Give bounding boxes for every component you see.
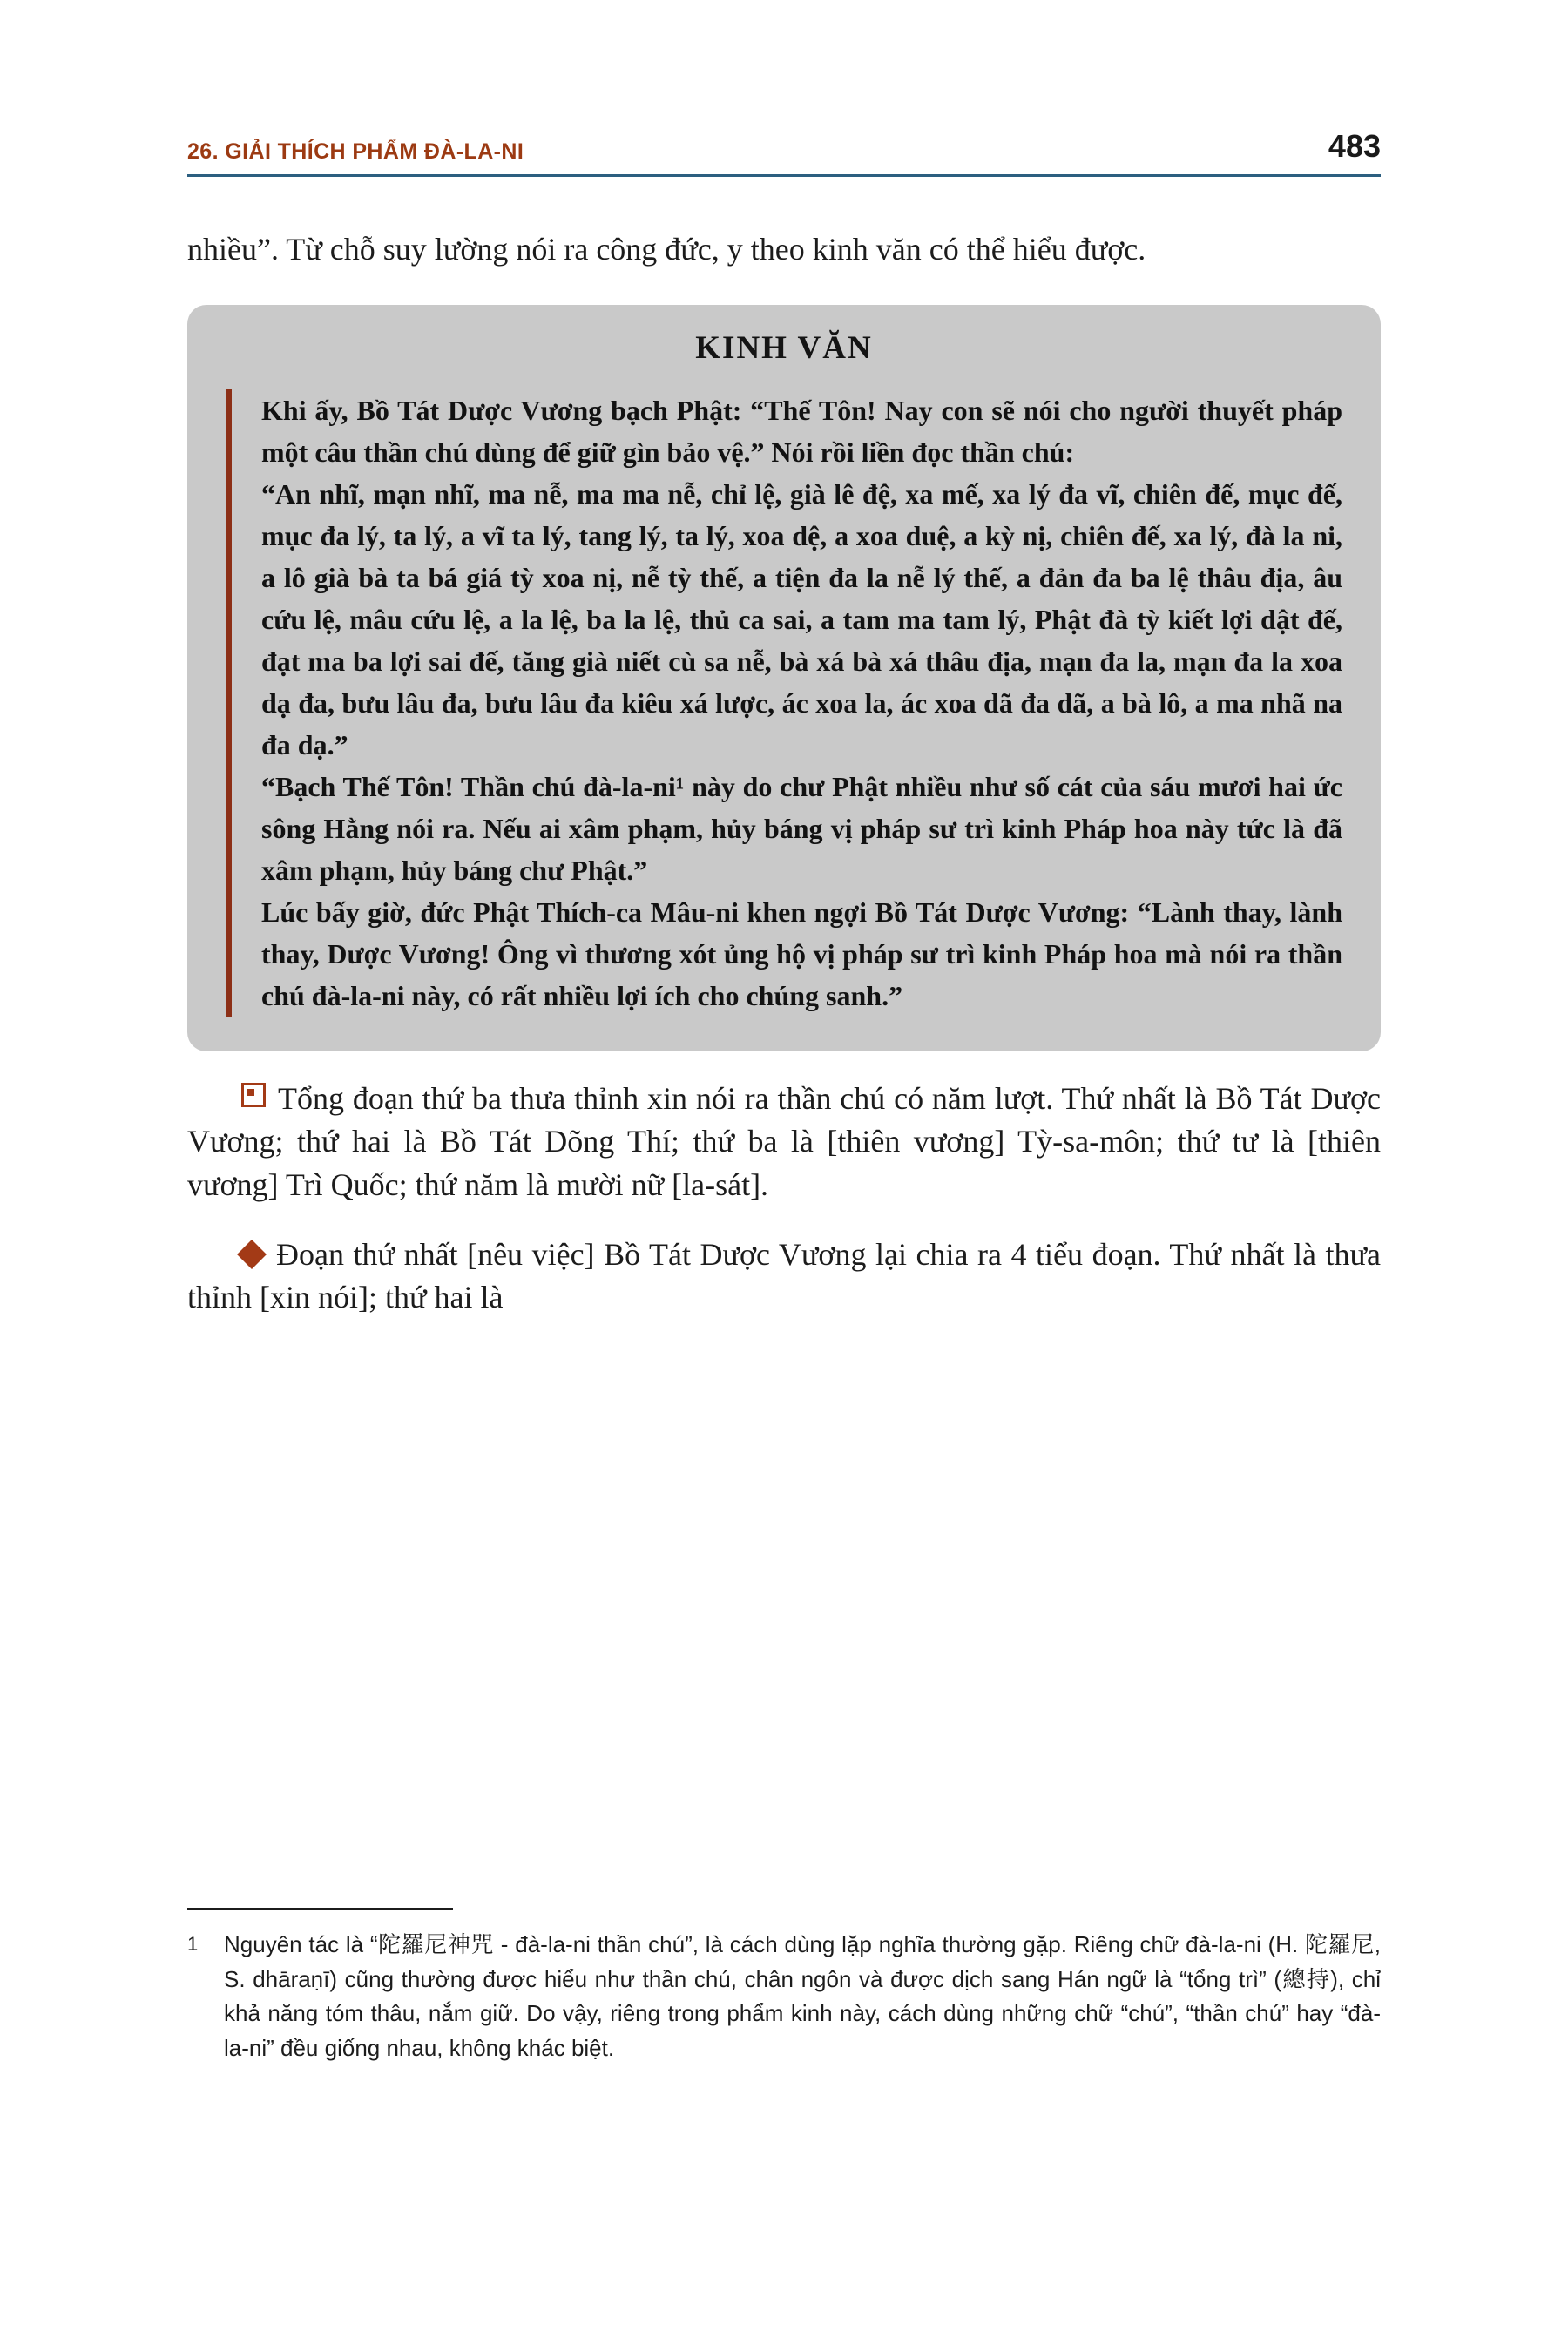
footnote-area xyxy=(187,1908,1381,2065)
page-number: 483 xyxy=(1328,128,1381,164)
page-header xyxy=(187,118,1381,165)
sutra-paragraph: “Bạch Thế Tôn! Thần chú đà-la-ni¹ này do chư Phật nhiều như số cát của sáu mươi hai ức sông Hằng nói ra. Nếu ai xâm phạm, hủy báng vị pháp sư trì kinh Pháp hoa này tức là đã xâm phạm, hủy báng chư Phật.” xyxy=(261,770,1342,886)
paragraph-text: Tổng đoạn thứ ba thưa thỉnh xin nói ra thần chú có năm lượt. Thứ nhất là Bồ Tát Dược Vương; thứ hai là Bồ Tát Dõng Thí; thứ ba là [thiên vương] Tỳ-sa-môn; thứ tư là [thiên vương] Trì Quốc; thứ năm là mười nữ [la-sát]. xyxy=(187,1080,1381,1203)
sutra-paragraph: Khi ấy, Bồ Tát Dược Vương bạch Phật: “Thế Tôn! Nay con sẽ nói cho người thuyết pháp một câu thần chú dùng để giữ gìn bảo vệ.” Nói rồi liền đọc thần chú: xyxy=(261,394,1342,468)
diamond-bullet-icon xyxy=(237,1240,267,1269)
header-divider xyxy=(187,174,1381,177)
sutra-body xyxy=(226,389,1342,1017)
paragraph-continuation: nhiều”. Từ chỗ suy lường nói ra công đức, y theo kinh văn có thể hiểu được. xyxy=(187,232,1146,267)
paragraph-with-square-bullet xyxy=(187,1078,1381,1207)
sutra-heading: KINH VĂN xyxy=(695,329,873,366)
sutra-paragraph: Lúc bấy giờ, đức Phật Thích-ca Mâu-ni khen ngợi Bồ Tát Dược Vương: “Lành thay, lành thay, Dược Vương! Ông vì thương xót ủng hộ vị pháp sư trì kinh Pháp hoa mà nói ra thần chú đà-la-ni này, có rất nhiều lợi ích cho chúng sanh.” xyxy=(261,896,1342,1011)
footnote-divider xyxy=(187,1908,453,1910)
footnote-marker: 1 xyxy=(187,1933,199,1955)
paragraph-with-diamond-bullet xyxy=(187,1233,1381,1320)
square-bullet-icon xyxy=(241,1083,266,1107)
spacer xyxy=(187,1207,1381,1233)
spacer xyxy=(187,1051,1381,1078)
footnote-text: Nguyên tác là “陀羅尼神咒 - đà-la-ni thần chú”, là cách dùng lặp nghĩa thường gặp. Riêng chữ đà-la-ni (H. 陀羅尼, S. dhāraṇī) cũng thường được hiểu như thần chú, chân ngôn và được dịch sang Hán ngữ là “tổng trì” (總持), chỉ khả năng tóm thâu, nắm giữ. Do vậy, riêng trong phẩm kinh này, cách dùng những chữ “chú”, “thần chú” hay “đà-la-ni” đều giống nhau, không khác biệt. xyxy=(224,1931,1381,2061)
page-content xyxy=(187,228,1381,1320)
footnote-entry xyxy=(187,1928,1381,2065)
sutra-text-box xyxy=(187,305,1381,1051)
sutra-paragraph: “An nhĩ, mạn nhĩ, ma nễ, ma ma nễ, chỉ lệ, già lê đệ, xa mế, xa lý đa vĩ, chiên đế, mục đế, mục đa lý, ta lý, a vĩ ta lý, tang lý, ta lý, xoa dệ, a xoa duệ, a kỳ nị, chiên đế, xa lý, đà la ni, a lô già bà ta bá giá tỳ xoa nị, nễ tỳ thế, a tiện đa la nễ lý thế, a đản đa ba lệ thâu địa, âu cứu lệ, mâu cứu lệ, a la lệ, ba la lệ, thủ ca sai, a tam ma tam lý, Phật đà tỳ kiết lợi dật đế, đạt ma ba lợi sai đế, tăng già niết cù sa nễ, bà xá bà xá thâu địa, mạn đa la, mạn đa la xoa dạ đa, bưu lâu đa, bưu lâu đa kiêu xá lược, ác xoa la, ác xoa dã đa dã, a bà lô, a ma nhã na đa dạ.” xyxy=(261,477,1342,760)
paragraph-text: Đoạn thứ nhất [nêu việc] Bồ Tát Dược Vương lại chia ra 4 tiểu đoạn. Thứ nhất là thưa thỉnh [xin nói]; thứ hai là xyxy=(187,1236,1381,1315)
running-title: 26. GIẢI THÍCH PHẨM ĐÀ-LA-NI xyxy=(187,139,524,164)
